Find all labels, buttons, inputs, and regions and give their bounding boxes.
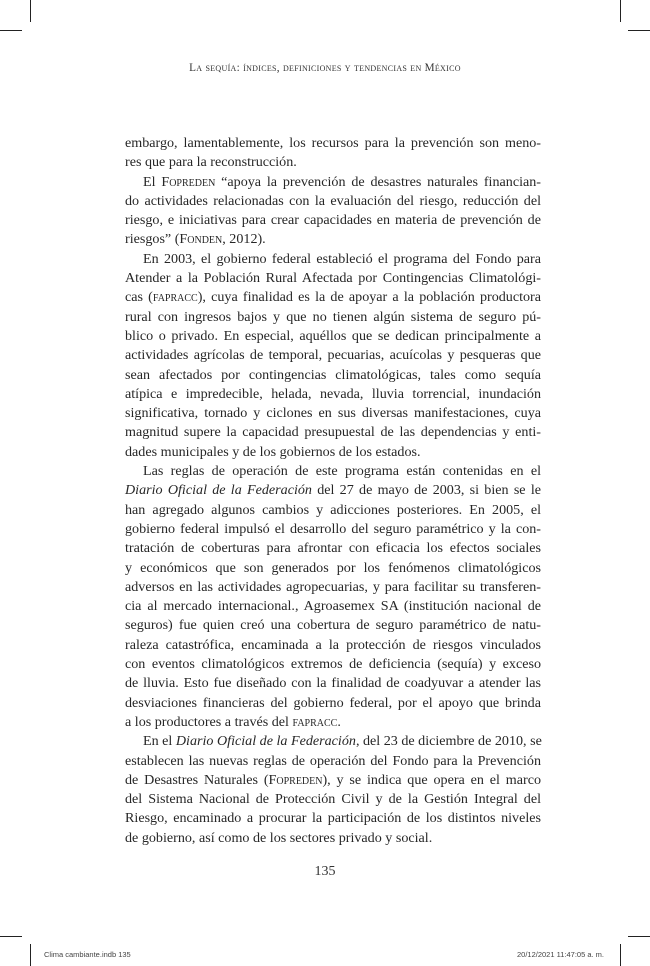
paragraph (125, 732, 541, 848)
text-line: desviaciones financieras del gobierno federal, por el apoyo que brinda (125, 694, 541, 711)
text-line: embargo, lamentablemente, los recursos para la prevención son meno- (125, 135, 541, 151)
crop-mark (620, 0, 621, 22)
crop-mark (30, 0, 31, 22)
text-line: En el Diario Oficial de la Federación, del 23 de diciembre de 2010, se (143, 733, 542, 750)
text-line: cia al mercado internacional., Agroasemex SA (institución nacional de (125, 598, 541, 615)
crop-mark (620, 944, 621, 966)
text-line: gobierno federal impulsó el desarrollo del seguro paramétrico y la con- (125, 520, 541, 537)
acronym-fonden: Fonden (179, 231, 223, 248)
text-line: y económicos que son generados por los fenómenos climatológicos (125, 559, 541, 576)
paragraph (125, 173, 541, 250)
crop-mark (0, 30, 22, 31)
acronym-fopreden: Fopreden (161, 173, 216, 190)
text-line: seguros) fue quien creó una cobertura de seguro paramétrico de natu- (125, 617, 541, 634)
text-line: Atender a la Población Rural Afectada por Contingencias Climatológi- (125, 270, 541, 287)
text-line: del Sistema Nacional de Protección Civil y de la Gestión Integral del (125, 791, 541, 808)
text-line: riesgo, e iniciativas para crear capacidades en materia de prevención de (125, 212, 541, 229)
acronym-fapracc: fapracc (152, 289, 198, 306)
text-line: do actividades relacionadas con la evaluación del riesgo, reducción del (125, 192, 541, 209)
text-line: Las reglas de operación de este programa están contenidas en el (143, 463, 541, 480)
text-line: El Fopreden “apoya la prevención de desastres naturales financian- (143, 173, 541, 190)
text-line: Diario Oficial de la Federación del 27 de mayo de 2003, si bien se le (125, 482, 541, 499)
text-line: establecen las nuevas reglas de operación del Fondo para la Prevención (125, 752, 541, 769)
text-line: adversos en las actividades agropecuarias, y para facilitar su transferen- (125, 578, 541, 595)
paragraph (125, 462, 541, 732)
paragraph (125, 250, 541, 462)
paragraph (125, 134, 541, 173)
acronym-fopreden: Fopreden (268, 771, 323, 788)
text-line: a los productores a través del fapracc. (125, 713, 341, 730)
footer-file-info: Clima cambiante.indb 135 (44, 950, 131, 959)
text-line: de lluvia. Esto fue diseñado con la finalidad de coadyuvar a atender las (125, 675, 541, 692)
text-line: actividades agrícolas de temporal, pecuarias, acuícolas y pesqueras que (125, 347, 541, 364)
journal-title: Diario Oficial de la Federación (125, 482, 312, 499)
text-line: blico o privado. En especial, aquéllos que se dedican principalmente a (125, 327, 541, 344)
journal-title: Diario Oficial de la Federación (175, 733, 356, 750)
text-line: de Desastres Naturales (Fopreden), y se indica que opera en el marco (125, 771, 541, 788)
page-number: 135 (314, 864, 336, 879)
text-line: En 2003, el gobierno federal estableció el programa del Fondo para (143, 250, 541, 267)
crop-mark (0, 936, 22, 937)
running-header: La sequía: índices, definiciones y tendencias en México (189, 62, 461, 74)
text-line: han agregado algunos cambios y adicciones posteriores. En 2005, el (125, 501, 541, 518)
crop-mark (30, 944, 31, 966)
crop-mark (628, 30, 650, 31)
text-line: sean afectados por contingencias climatológicas, tales como sequía (125, 366, 541, 383)
text-line: riesgos” (Fonden, 2012). (125, 231, 266, 248)
text-line: atípica e impredecible, helada, nevada, lluvia torrencial, inundación (125, 385, 541, 402)
text-line: magnitud supere la capacidad presupuestal de las dependencias y enti- (125, 424, 541, 441)
text-line: con eventos climatológicos extremos de deficiencia (sequía) y exceso (125, 656, 541, 673)
crop-mark (628, 936, 650, 937)
text-line: raleza catastrófica, encaminada a la protección de riesgos vinculados (125, 636, 541, 653)
text-line: rural con ingresos bajos y que no tienen algún sistema de seguro pú- (125, 308, 541, 325)
text-line: tratación de coberturas para afrontar con eficacia los efectos sociales (125, 540, 541, 557)
footer-timestamp: 20/12/2021 11:47:05 a. m. (516, 950, 604, 959)
body-text (125, 134, 541, 848)
text-line: de gobierno, así como de los sectores privado y social. (125, 829, 433, 846)
text-line: significativa, tornado y ciclones en sus diversas manifestaciones, cuya (125, 405, 541, 422)
text-line: dades municipales y de los gobiernos de los estados. (125, 443, 421, 460)
acronym-fapracc: fapracc (292, 713, 338, 730)
text-line: cas (fapracc), cuya finalidad es la de apoyar a la población productora (125, 289, 541, 306)
text-line: Riesgo, encaminado a procurar la participación de los distintos niveles (125, 810, 541, 827)
text-line: res que para la reconstrucción. (125, 154, 297, 171)
